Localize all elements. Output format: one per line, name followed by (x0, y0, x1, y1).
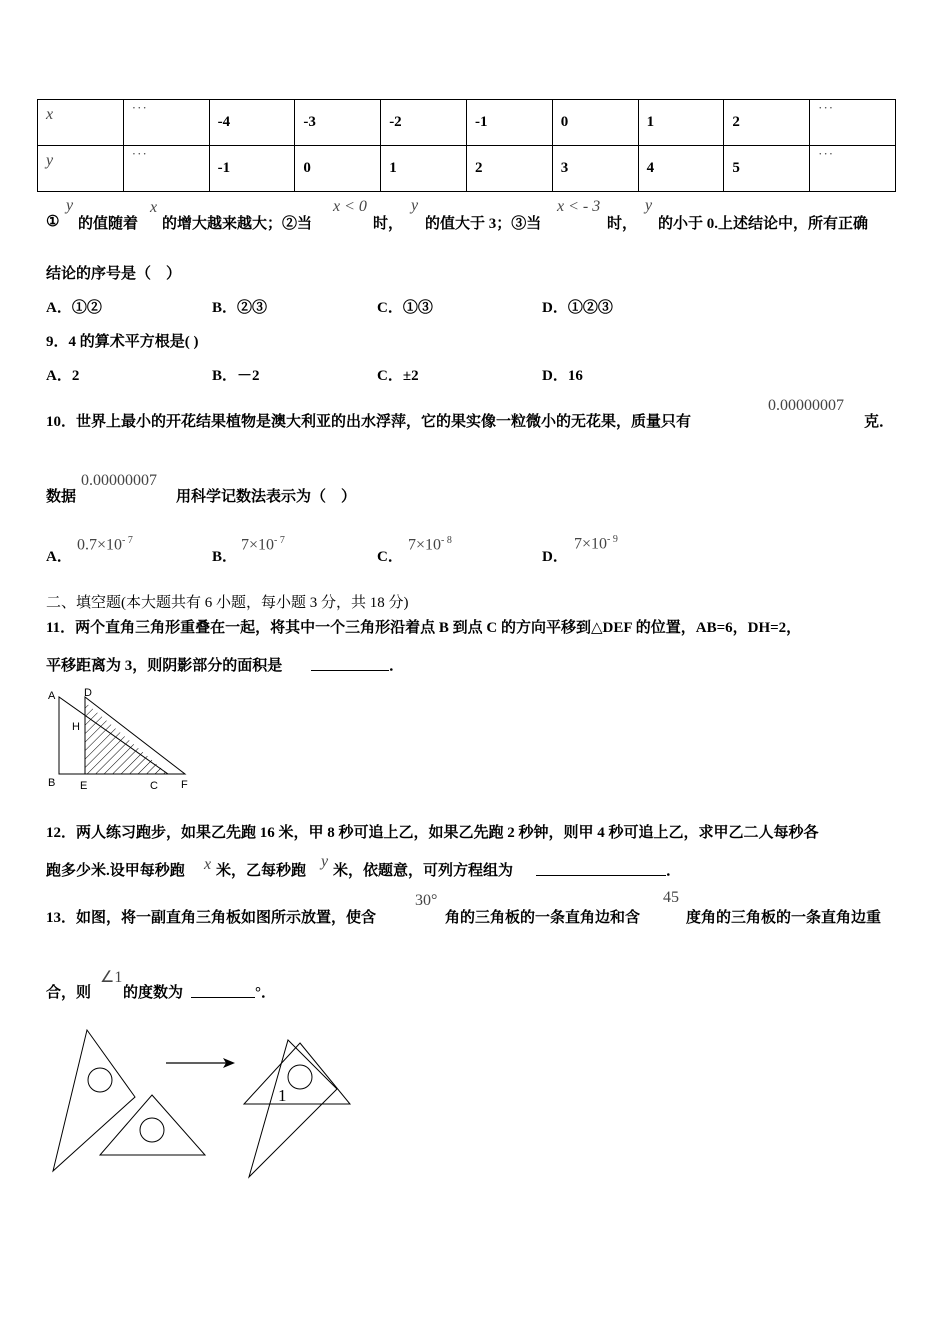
option-b[interactable]: B．②③ (212, 300, 268, 316)
q8-text: 时， (607, 216, 638, 232)
option-d[interactable]: D． (542, 549, 568, 565)
table-cell: ··· (123, 100, 209, 146)
shaded-region (85, 702, 168, 774)
q13-stem: 度角的三角板的一条直角边重 (686, 910, 882, 926)
q12-stem: 米，依题意，可列方程组为 (333, 863, 514, 879)
angle-label: 1 (278, 1086, 287, 1105)
table-cell: -3 (295, 100, 381, 146)
answer-blank[interactable] (311, 654, 389, 671)
option-b-math: $7\times 10^{- 7}$ (241, 535, 285, 554)
option-b[interactable]: B．－2 (212, 368, 260, 384)
hole-circle (88, 1068, 112, 1092)
q12-stem: 米，乙每秒跑 (216, 863, 307, 879)
option-c[interactable]: C．±2 (377, 368, 419, 384)
math-var-y: y (411, 197, 419, 214)
q12-stem: 12．两人练习跑步，如果乙先跑 16 米，甲 8 秒可追上乙，如果乙先跑 2 秒钟，则甲 4 秒可追上乙，求甲乙二人每秒各 (46, 825, 819, 841)
table-cell: -1 (209, 146, 295, 192)
label-b: B (48, 777, 56, 789)
q8-text: 的增大越来越大；②当 (162, 216, 313, 232)
math-angle: ∠1 (100, 969, 123, 986)
section-title: 二、填空题(本大题共有 6 小题，每小题 3 分，共 18 分) (46, 595, 409, 611)
option-a[interactable]: A．①② (46, 300, 102, 316)
table-cell: 2 (724, 100, 810, 146)
q13-stem: 合，则 (46, 985, 92, 1001)
q8-text: 的值大于 3；③当 (425, 216, 542, 232)
option-c[interactable]: C．①③ (377, 300, 433, 316)
table-cell: ··· (810, 146, 896, 192)
q12-stem: 跑多少米.设甲每秒跑 (46, 863, 185, 879)
q10-stem: 10．世界上最小的开花结果植物是澳大利亚的出水浮萍，它的果实像一粒微小的无花果，质量只有 (46, 414, 692, 430)
q11-stem: 11．两个直角三角形重叠在一起，将其中一个三角形沿着点 B 到点 C 的方向平移到△DEF 的位置，AB=6，DH=2， (46, 620, 802, 636)
option-c-math: $7\times 10^{- 8}$ (408, 535, 452, 554)
option-d[interactable]: D．16 (542, 368, 583, 384)
table-cell: ··· (810, 100, 896, 146)
table-cell: 4 (638, 146, 724, 192)
q11-stem: ． (389, 658, 405, 674)
answer-blank[interactable] (191, 981, 255, 998)
q10-stem: 克． (864, 414, 895, 430)
math-degree-45: 45 (663, 889, 679, 906)
option-d-math: $7\times 10^{- 9}$ (574, 534, 618, 553)
triangle-translation-figure (40, 685, 200, 795)
label-a: A (48, 690, 56, 702)
option-b[interactable]: B． (212, 549, 238, 565)
table-cell: 0 (295, 146, 381, 192)
table-cell: ··· (123, 146, 209, 192)
option-c[interactable]: C． (377, 549, 403, 565)
q8-text: 结论的序号是（ ） (46, 266, 182, 282)
table-cell: y (38, 146, 124, 192)
table-cell: 0 (552, 100, 638, 146)
q8-text: 时， (373, 216, 404, 232)
combined-triangle-30deg (249, 1040, 337, 1177)
q10-stem: 用科学记数法表示为（ ） (176, 489, 357, 505)
math-number: 0.00000007 (768, 397, 844, 414)
label-c: C (150, 780, 158, 792)
math-degree-30: 30° (415, 892, 438, 909)
answer-blank[interactable] (536, 859, 666, 876)
math-var-x: x (150, 199, 158, 216)
math-condition: x < - 3 (557, 198, 601, 215)
table-cell: x (38, 100, 124, 146)
label-h: H (72, 721, 80, 733)
hole-circle (288, 1065, 312, 1089)
q13-stem: 13．如图，将一副直角三角板如图所示放置，使含 (46, 910, 377, 926)
math-condition: x < 0 (333, 198, 367, 215)
label-f: F (181, 779, 188, 791)
math-var-y: y (321, 853, 329, 870)
option-a[interactable]: A．2 (46, 368, 80, 384)
label-d: D (84, 687, 92, 699)
q8-text: ① (46, 214, 60, 230)
table-row-x (38, 100, 896, 146)
q13-stem: °． (255, 985, 276, 1001)
set-squares-figure (40, 1025, 370, 1185)
option-a[interactable]: A． (46, 549, 72, 565)
table-cell: 1 (638, 100, 724, 146)
q13-stem: 角的三角板的一条直角边和含 (445, 910, 641, 926)
q13-stem: 的度数为 (123, 985, 184, 1001)
q12-stem: ． (666, 863, 682, 879)
triangle-30deg (53, 1030, 135, 1171)
math-var-y: y (66, 197, 74, 214)
table-row-y (38, 146, 896, 192)
option-d[interactable]: D．①②③ (542, 300, 613, 316)
table-cell: -1 (466, 100, 552, 146)
q8-text: 的值随着 (78, 216, 139, 232)
q10-stem: 数据 (46, 489, 77, 505)
math-var-y: y (645, 197, 653, 214)
table-cell: 5 (724, 146, 810, 192)
table-cell: -4 (209, 100, 295, 146)
value-table (37, 99, 896, 192)
table-cell: 1 (381, 146, 467, 192)
triangle-45deg (100, 1095, 205, 1155)
hole-circle (140, 1118, 164, 1142)
label-e: E (80, 780, 88, 792)
table-cell: 3 (552, 146, 638, 192)
table-cell: -2 (381, 100, 467, 146)
math-number: 0.00000007 (81, 472, 157, 489)
q9-stem: 9．4 的算术平方根是( ) (46, 334, 199, 350)
q11-stem: 平移距离为 3，则阴影部分的面积是 (46, 658, 283, 674)
table-cell: 2 (466, 146, 552, 192)
option-a-math: $0.7\times 10^{- 7}$ (77, 535, 133, 554)
combined-triangle-45deg (244, 1043, 350, 1104)
q8-text: 的小于 0.上述结论中，所有正确 (658, 216, 869, 232)
math-var-x: x (204, 856, 212, 873)
